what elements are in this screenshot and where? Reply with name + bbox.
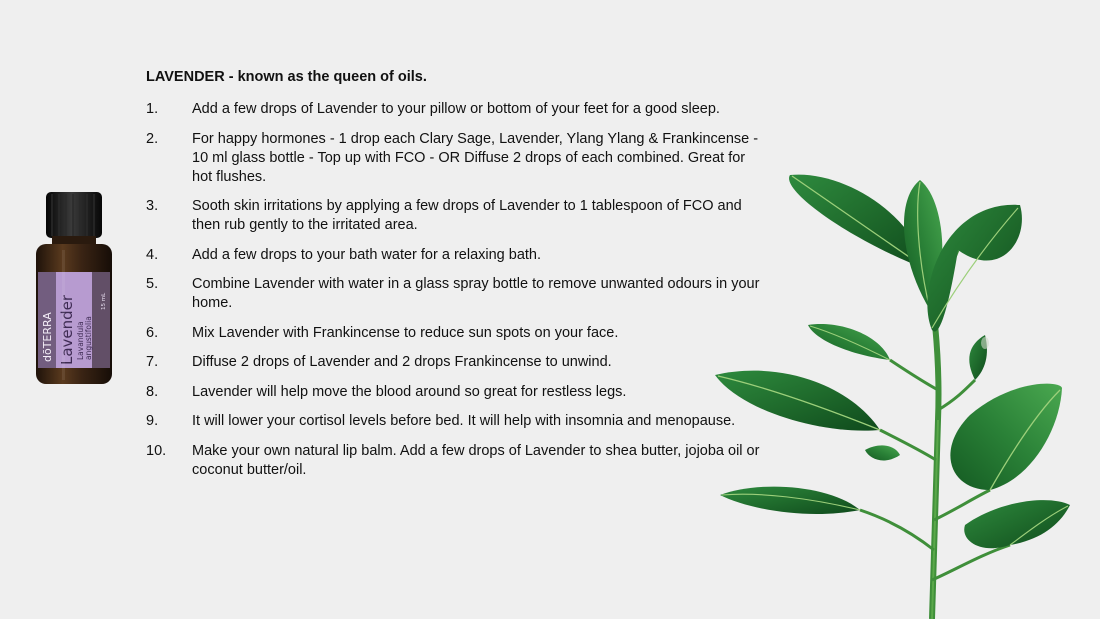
- list-item-number: 1.: [146, 101, 159, 117]
- list-item-number: 4.: [146, 246, 159, 263]
- list-item-text: Diffuse 2 drops of Lavender and 2 drops Frankincense to unwind.: [192, 354, 612, 370]
- list-item: [146, 197, 766, 235]
- list-item: [146, 130, 766, 187]
- list-item-text: Add a few drops to your bath water for a relaxing bath.: [192, 246, 542, 263]
- list-item-text: Sooth skin irritations by applying a few drops of Lavender to 1 tablespoon of FCO and then rub gently to the irritated area.: [192, 198, 742, 233]
- list-item-text: Mix Lavender with Frankincense to reduce sun spots on your face.: [192, 324, 619, 341]
- tips-list: [146, 100, 766, 490]
- slide-title: LAVENDER - known as the queen of oils.: [146, 69, 427, 85]
- list-item-text: Add a few drops of Lavender to your pillow or bottom of your feet for a good sleep.: [192, 101, 720, 117]
- list-item-text: Lavender will help move the blood around so great for restless legs.: [192, 383, 627, 400]
- lavender-bottle-image: [32, 190, 116, 386]
- list-item-number: 9.: [146, 413, 159, 429]
- list-item: [146, 324, 766, 343]
- list-item: [146, 100, 766, 119]
- list-item-number: 6.: [146, 324, 159, 341]
- list-item-text: For happy hormones - 1 drop each Clary Sage, Lavender, Ylang Ylang & Frankincense - 10 ml glass bottle - Top up with FCO - OR Diffuse 2 drops of each combined. Great for hot flushes.: [192, 130, 759, 185]
- bottle-name-text: Lavender: [58, 294, 76, 365]
- list-item-text: It will lower your cortisol levels before bed. It will help with insomnia and menopause.: [192, 413, 736, 429]
- list-item: [146, 442, 766, 480]
- list-item-number: 8.: [146, 383, 159, 400]
- list-item-number: 5.: [146, 276, 159, 292]
- list-item-number: 10.: [146, 442, 167, 459]
- list-item-text: Make your own natural lip balm. Add a few drops of Lavender to shea butter, jojoba oil or coconut butter/oil.: [192, 442, 760, 478]
- bottle-latin-1: Lavandula: [76, 321, 85, 360]
- list-item-number: 3.: [146, 198, 159, 214]
- list-item: [146, 353, 766, 372]
- bottle-brand-text: dōTERRA: [41, 312, 54, 362]
- list-item: [146, 246, 766, 265]
- list-item-number: 7.: [146, 354, 159, 370]
- list-item: [146, 383, 766, 402]
- list-item-text: Combine Lavender with water in a glass spray bottle to remove unwanted odours in your home.: [192, 276, 760, 311]
- list-item: [146, 275, 766, 313]
- bottle-volume: 15 mL: [101, 292, 107, 310]
- bottle-latin-2: angustifolia: [84, 316, 93, 360]
- list-item-number: 2.: [146, 130, 159, 147]
- list-item: [146, 412, 766, 431]
- rubber-plant-leaves-icon: [700, 160, 1100, 619]
